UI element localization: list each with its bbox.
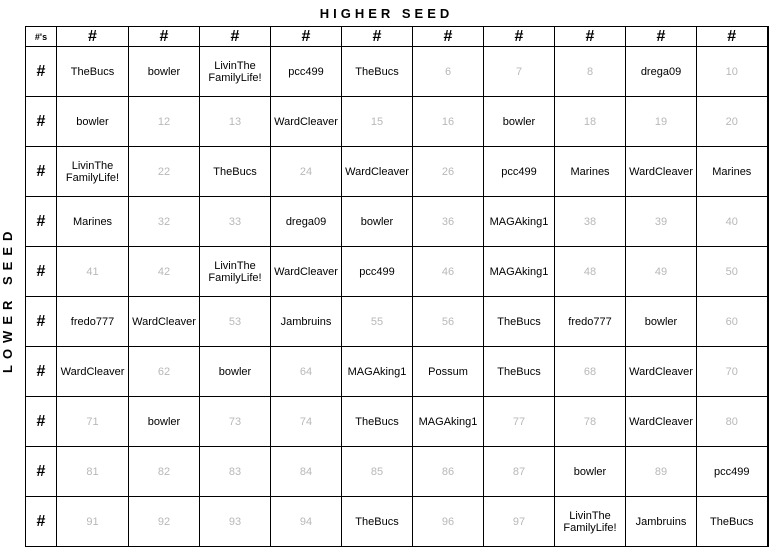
grid-square[interactable]	[57, 197, 129, 247]
column-header-10: #	[697, 27, 768, 47]
grid-square[interactable]	[484, 297, 555, 347]
square-number: 87	[512, 465, 526, 478]
corner-label: #'s	[26, 27, 57, 47]
grid-row	[26, 347, 768, 397]
grid-square[interactable]	[342, 197, 413, 247]
square-owner-name: WardCleaver	[629, 165, 693, 178]
grid-square[interactable]	[413, 447, 484, 497]
grid-square[interactable]	[271, 397, 342, 447]
square-owner-name: drega09	[285, 215, 327, 228]
grid-square[interactable]	[697, 497, 768, 547]
square-owner-name: bowler	[147, 65, 181, 78]
square-number: 16	[441, 115, 455, 128]
square-number: 18	[583, 115, 597, 128]
grid-square[interactable]	[129, 147, 200, 197]
row-header: #	[26, 197, 57, 247]
grid-square[interactable]	[200, 147, 271, 197]
grid-row	[26, 497, 768, 547]
square-number: 10	[725, 65, 738, 78]
grid-square[interactable]	[271, 447, 342, 497]
square-number: 64	[299, 365, 313, 378]
grid-row	[26, 297, 768, 347]
grid-square[interactable]	[57, 397, 129, 447]
grid-square[interactable]	[413, 397, 484, 447]
column-header-1: #	[57, 27, 129, 47]
grid-square[interactable]	[200, 247, 271, 297]
grid-square[interactable]	[484, 347, 555, 397]
square-owner-name: TheBucs	[710, 515, 754, 528]
square-number: 56	[441, 315, 455, 328]
grid-square[interactable]	[484, 397, 555, 447]
square-owner-name: pcc499	[288, 65, 324, 78]
square-number: 8	[586, 65, 594, 78]
square-number: 96	[441, 515, 455, 528]
square-owner-name: fredo777	[568, 315, 612, 328]
grid-square[interactable]	[555, 247, 626, 297]
square-owner-name: TheBucs	[70, 65, 115, 78]
grid-square[interactable]	[697, 297, 768, 347]
grid-square[interactable]	[626, 47, 697, 97]
column-header-3: #	[200, 27, 271, 47]
grid-square[interactable]	[57, 147, 129, 197]
grid-square[interactable]	[626, 447, 697, 497]
column-header-4: #	[271, 27, 342, 47]
square-number: 83	[228, 465, 242, 478]
grid-square[interactable]	[697, 47, 768, 97]
grid-square[interactable]	[413, 347, 484, 397]
grid-square[interactable]	[57, 347, 129, 397]
square-number: 40	[725, 215, 738, 228]
square-number: 48	[583, 265, 597, 278]
row-header: #	[26, 247, 57, 297]
square-owner-name: TheBucs	[355, 415, 399, 428]
grid-square[interactable]	[57, 97, 129, 147]
grid-square[interactable]	[484, 497, 555, 547]
square-number: 81	[86, 465, 99, 478]
grid-square[interactable]	[413, 147, 484, 197]
square-owner-name: LivinThe FamilyLife!	[208, 259, 262, 284]
grid-square[interactable]	[484, 147, 555, 197]
square-number: 50	[725, 265, 738, 278]
grid-square[interactable]	[697, 97, 768, 147]
grid-square[interactable]	[271, 147, 342, 197]
grid-square[interactable]	[129, 447, 200, 497]
square-owner-name: Jambruins	[635, 515, 687, 528]
square-owner-name: pcc499	[714, 465, 750, 478]
grid-square[interactable]	[271, 97, 342, 147]
square-owner-name: WardCleaver	[629, 415, 693, 428]
grid-square[interactable]	[200, 197, 271, 247]
square-owner-name: Marines	[712, 165, 752, 178]
grid-square[interactable]	[697, 147, 768, 197]
grid-square[interactable]	[413, 497, 484, 547]
grid-square[interactable]	[555, 447, 626, 497]
square-number: 80	[725, 415, 738, 428]
grid-square[interactable]	[129, 197, 200, 247]
square-number: 38	[583, 215, 597, 228]
square-number: 82	[157, 465, 171, 478]
row-header: #	[26, 497, 57, 547]
row-header: #	[26, 147, 57, 197]
square-number: 39	[654, 215, 668, 228]
grid-square[interactable]	[626, 147, 697, 197]
square-number: 89	[654, 465, 668, 478]
square-number: 19	[654, 115, 668, 128]
grid-square[interactable]	[697, 447, 768, 497]
grid-square[interactable]	[342, 147, 413, 197]
grid-row	[26, 247, 768, 297]
grid-square[interactable]	[271, 47, 342, 97]
square-number: 53	[228, 315, 242, 328]
column-header-2: #	[129, 27, 200, 47]
square-number: 91	[86, 515, 99, 528]
grid-square[interactable]	[342, 247, 413, 297]
square-number: 97	[512, 515, 526, 528]
grid-square[interactable]	[484, 47, 555, 97]
square-number: 85	[370, 465, 384, 478]
square-number: 6	[444, 65, 452, 78]
squares-grid	[25, 26, 769, 547]
grid-square[interactable]	[413, 97, 484, 147]
grid-square[interactable]	[555, 197, 626, 247]
column-header-6: #	[413, 27, 484, 47]
grid-row	[26, 97, 768, 147]
square-owner-name: LivinThe FamilyLife!	[65, 159, 120, 184]
grid-square[interactable]	[555, 347, 626, 397]
header-row	[26, 27, 768, 47]
square-owner-name: WardCleaver	[345, 165, 409, 178]
grid-square[interactable]	[342, 47, 413, 97]
square-owner-name: bowler	[76, 115, 109, 128]
square-owner-name: bowler	[573, 465, 607, 478]
grid-square[interactable]	[271, 347, 342, 397]
square-number: 33	[228, 215, 242, 228]
square-owner-name: TheBucs	[355, 515, 399, 528]
grid-square[interactable]	[57, 247, 129, 297]
square-owner-name: WardCleaver	[60, 365, 125, 378]
grid-square[interactable]	[342, 497, 413, 547]
grid-square[interactable]	[129, 497, 200, 547]
square-number: 71	[86, 415, 99, 428]
square-owner-name: MAGAking1	[347, 365, 407, 378]
square-number: 12	[157, 115, 171, 128]
lower-seed-title: LOWER SEED	[0, 225, 15, 373]
column-header-5: #	[342, 27, 413, 47]
square-owner-name: Jambruins	[280, 315, 332, 328]
grid-square[interactable]	[555, 397, 626, 447]
grid-square[interactable]	[697, 397, 768, 447]
grid-square[interactable]	[626, 197, 697, 247]
grid-row	[26, 197, 768, 247]
square-number: 49	[654, 265, 668, 278]
square-owner-name: pcc499	[359, 265, 395, 278]
row-header: #	[26, 347, 57, 397]
grid-square[interactable]	[626, 397, 697, 447]
grid-square[interactable]	[555, 97, 626, 147]
grid-row	[26, 47, 768, 97]
square-owner-name: MAGAking1	[418, 415, 478, 428]
grid-square[interactable]	[57, 47, 129, 97]
square-number: 62	[157, 365, 171, 378]
square-number: 32	[157, 215, 171, 228]
grid-square[interactable]	[271, 297, 342, 347]
grid-square[interactable]	[129, 347, 200, 397]
square-owner-name: WardCleaver	[274, 115, 338, 128]
square-number: 84	[299, 465, 313, 478]
grid-square[interactable]	[200, 97, 271, 147]
grid-row	[26, 447, 768, 497]
square-number: 20	[725, 115, 738, 128]
row-header: #	[26, 397, 57, 447]
square-number: 7	[515, 65, 523, 78]
square-owner-name: bowler	[218, 365, 252, 378]
square-number: 60	[725, 315, 738, 328]
square-number: 24	[299, 165, 313, 178]
square-number: 42	[157, 265, 171, 278]
square-owner-name: bowler	[147, 415, 181, 428]
grid-square[interactable]	[129, 397, 200, 447]
square-owner-name: MAGAking1	[489, 265, 549, 278]
grid-square[interactable]	[413, 197, 484, 247]
grid-square[interactable]	[57, 297, 129, 347]
grid-square[interactable]	[697, 197, 768, 247]
higher-seed-title: HIGHER SEED	[319, 6, 454, 21]
square-number: 74	[299, 415, 313, 428]
grid-square[interactable]	[342, 297, 413, 347]
square-number: 68	[583, 365, 597, 378]
grid-square[interactable]	[200, 397, 271, 447]
grid-square[interactable]	[129, 297, 200, 347]
grid-square[interactable]	[626, 97, 697, 147]
grid-square[interactable]	[342, 447, 413, 497]
column-header-9: #	[626, 27, 697, 47]
grid-square[interactable]	[484, 197, 555, 247]
column-header-8: #	[555, 27, 626, 47]
square-owner-name: LivinThe FamilyLife!	[208, 59, 262, 84]
square-number: 41	[86, 265, 99, 278]
grid-square[interactable]	[200, 447, 271, 497]
grid-row	[26, 147, 768, 197]
square-number: 36	[441, 215, 455, 228]
square-number: 26	[441, 165, 455, 178]
square-owner-name: TheBucs	[497, 365, 541, 378]
grid-square[interactable]	[413, 47, 484, 97]
square-number: 86	[441, 465, 455, 478]
row-header: #	[26, 47, 57, 97]
row-header: #	[26, 297, 57, 347]
grid-square[interactable]	[129, 97, 200, 147]
square-number: 22	[157, 165, 171, 178]
square-owner-name: TheBucs	[355, 65, 399, 78]
grid-square[interactable]	[626, 497, 697, 547]
column-header-7: #	[484, 27, 555, 47]
square-number: 13	[228, 115, 242, 128]
row-header: #	[26, 97, 57, 147]
square-owner-name: bowler	[644, 315, 678, 328]
square-owner-name: TheBucs	[497, 315, 541, 328]
square-owner-name: Marines	[72, 215, 113, 228]
grid-square[interactable]	[271, 247, 342, 297]
square-owner-name: pcc499	[501, 165, 537, 178]
grid-square[interactable]	[57, 447, 129, 497]
grid-square[interactable]	[342, 347, 413, 397]
grid-square[interactable]	[626, 247, 697, 297]
square-owner-name: WardCleaver	[132, 315, 196, 328]
grid-square[interactable]	[57, 497, 129, 547]
grid-row	[26, 397, 768, 447]
square-owner-name: drega09	[640, 65, 682, 78]
grid-square[interactable]	[413, 247, 484, 297]
grid-square[interactable]	[626, 347, 697, 397]
grid-square[interactable]	[271, 497, 342, 547]
grid-square[interactable]	[200, 47, 271, 97]
grid-square[interactable]	[697, 247, 768, 297]
grid-square[interactable]	[200, 497, 271, 547]
square-owner-name: bowler	[502, 115, 536, 128]
square-owner-name: WardCleaver	[274, 265, 338, 278]
grid-square[interactable]	[342, 397, 413, 447]
grid-square[interactable]	[200, 347, 271, 397]
square-owner-name: Possum	[428, 365, 468, 378]
grid-square[interactable]	[271, 197, 342, 247]
square-number: 93	[228, 515, 242, 528]
grid-square[interactable]	[555, 497, 626, 547]
grid-square[interactable]	[626, 297, 697, 347]
square-owner-name: LivinThe FamilyLife!	[563, 509, 617, 534]
square-number: 77	[512, 415, 526, 428]
grid-square[interactable]	[342, 97, 413, 147]
grid-square[interactable]	[129, 247, 200, 297]
grid-square[interactable]	[697, 347, 768, 397]
square-number: 70	[725, 365, 738, 378]
square-number: 92	[157, 515, 171, 528]
square-number: 94	[299, 515, 313, 528]
square-number: 15	[370, 115, 384, 128]
square-owner-name: TheBucs	[213, 165, 257, 178]
grid-square[interactable]	[484, 97, 555, 147]
square-number: 55	[370, 315, 384, 328]
grid-square[interactable]	[413, 297, 484, 347]
square-number: 78	[583, 415, 597, 428]
square-owner-name: fredo777	[70, 315, 115, 328]
square-owner-name: WardCleaver	[629, 365, 693, 378]
grid-square[interactable]	[200, 297, 271, 347]
square-owner-name: MAGAking1	[489, 215, 549, 228]
square-number: 73	[228, 415, 242, 428]
grid-square[interactable]	[129, 47, 200, 97]
grid-square[interactable]	[555, 297, 626, 347]
grid-square[interactable]	[555, 47, 626, 97]
row-header: #	[26, 447, 57, 497]
grid-square[interactable]	[555, 147, 626, 197]
grid-square[interactable]	[484, 247, 555, 297]
square-owner-name: Marines	[570, 165, 610, 178]
square-number: 46	[441, 265, 455, 278]
grid-square[interactable]	[484, 447, 555, 497]
square-owner-name: bowler	[360, 215, 394, 228]
